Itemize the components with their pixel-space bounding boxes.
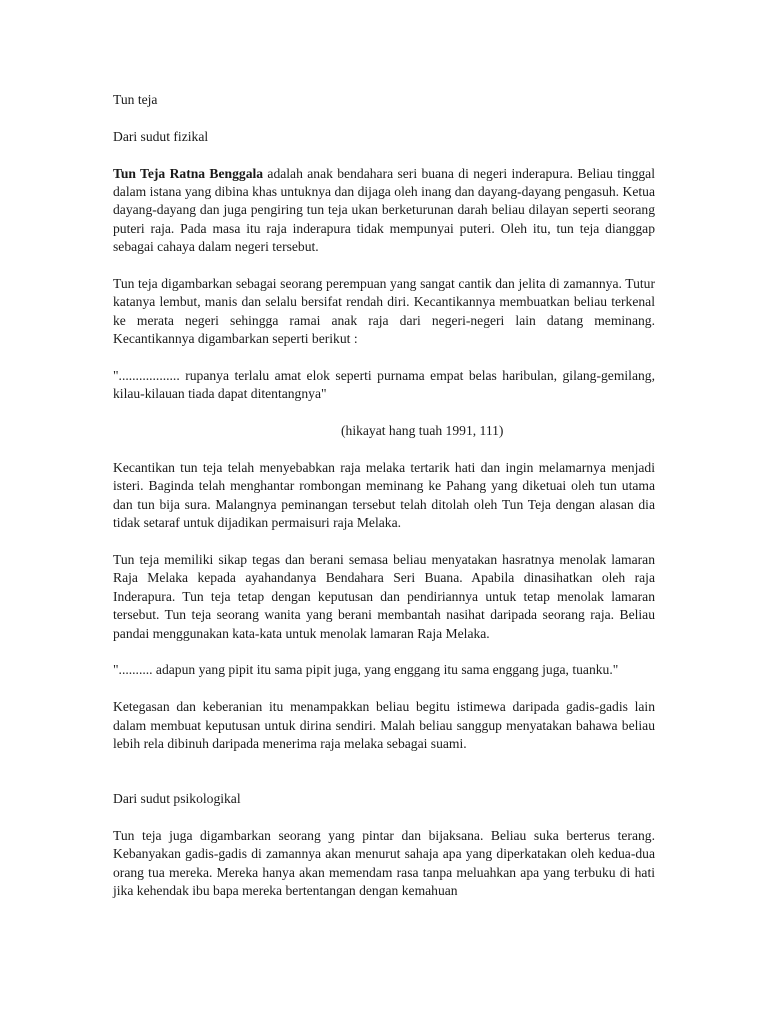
paragraph-5: Ketegasan dan keberanian itu menampakkan beliau begitu istimewa daripada gadis-gadis lain dalam membuat keputusan untuk dirina sendiri. Malah beliau sanggup menyatakan bahawa beliau lebih rela dibinuh daripada menerima raja melaka sebagai suami. bbox=[113, 699, 655, 752]
section-heading-psikologikal: Dari sudut psikologikal bbox=[113, 791, 241, 807]
paragraph-1-text: adalah anak bendahara seri buana di negeri inderapura. Beliau tinggal dalam istana yang dibina khas untuknya dan dijaga oleh inang dan dayang-dayang pengasuh. Ketua dayang-dayang dan juga pengiring tun teja ukan berketurunan darah beliau dilayan seperti seorang puteri raja. Pada masa itu raja inderapura tidak mempunyai puteri. Oleh itu, tun teja dianggap sebagai cahaya dalam negeri tersebut. bbox=[113, 165, 655, 255]
paragraph-4: Tun teja memiliki sikap tegas dan berani semasa beliau menyatakan hasratnya menolak lamaran Raja Melaka kepada ayahandanya Bendahara Seri Buana. Apabila dinasihatkan oleh raja Inderapura. Tun teja tetap dengan keputusan dan pendiriannya untuk tetap menolak lamaran tersebut. Tun teja seorang wanita yang berani membantah nasihat daripada seorang raja. Beliau pandai menggunakan kata-kata untuk menolak lamaran Raja Melaka. bbox=[113, 552, 655, 641]
paragraph-2: Tun teja digambarkan sebagai seorang perempuan yang sangat cantik dan jelita di zamannya. Tutur katanya lembut, manis dan selalu bersifat rendah diri. Kecantikannya membuatkan beliau terkenal ke merata negeri sehingga ramai anak raja dari negeri-negeri lain datang meminang. Kecantikannya digambarkan seperti berikut : bbox=[113, 276, 655, 347]
document-body bbox=[113, 91, 655, 901]
paragraph-1-bold-name: Tun Teja Ratna Benggala bbox=[113, 165, 264, 181]
citation: (hikayat hang tuah 1991, 111) bbox=[341, 423, 504, 439]
document-title: Tun teja bbox=[113, 92, 158, 107]
quote-1: ".................. rupanya terlalu amat elok seperti purnama empat belas haribulan, gilang-gemilang, kilau-kilauan tiada dapat ditentangnya" bbox=[113, 368, 655, 402]
paragraph-1 bbox=[113, 165, 655, 257]
quote-2: ".......... adapun yang pipit itu sama pipit juga, yang enggang itu sama enggang juga, tuanku." bbox=[113, 662, 619, 678]
paragraph-6: Tun teja juga digambarkan seorang yang pintar dan bijaksana. Beliau suka berterus terang. Kebanyakan gadis-gadis di zamannya akan menurut sahaja apa yang diperkatakan oleh kedua-dua orang tua mereka. Mereka hanya akan memendam rasa tanpa meluahkan apa yang terbuku di hati jika kehendak ibu bapa mereka bertentangan dengan kemahuan bbox=[113, 828, 655, 899]
paragraph-3: Kecantikan tun teja telah menyebabkan raja melaka tertarik hati dan ingin melamarnya menjadi isteri. Baginda telah menghantar rombongan meminang ke Pahang yang diketuai oleh tun utama dan tun bija sura. Malangnya peminangan tersebut telah ditolah oleh Tun Teja dengan alasan dia tidak setaraf untuk dijadikan permaisuri raja Melaka. bbox=[113, 460, 655, 531]
section-heading-fizikal: Dari sudut fizikal bbox=[113, 128, 209, 144]
